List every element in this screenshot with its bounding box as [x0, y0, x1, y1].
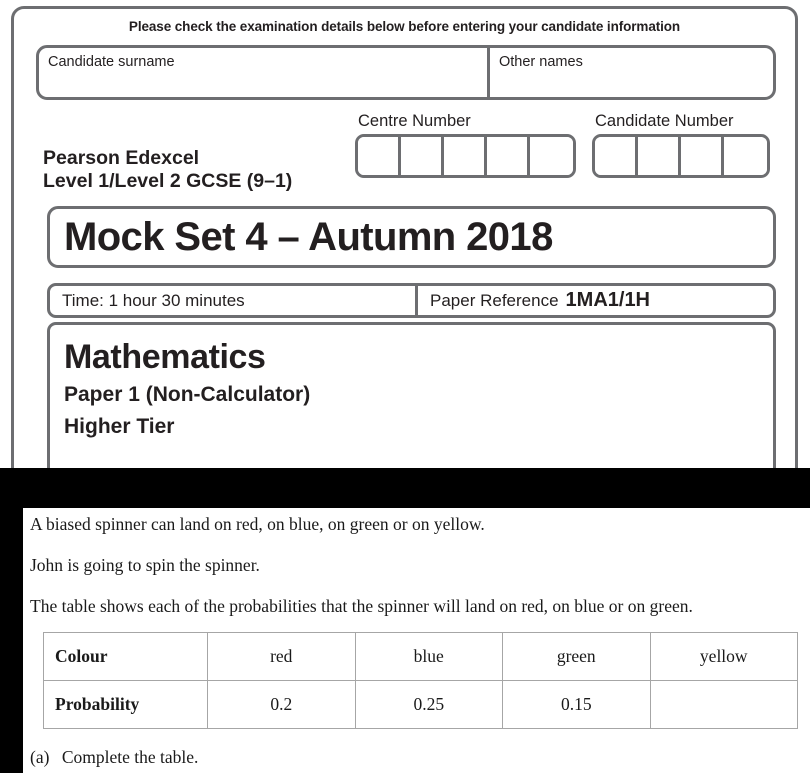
candidate-number-boxes [592, 134, 770, 178]
candidate-number-label: Candidate Number [595, 112, 734, 130]
qualification-level: Level 1/Level 2 GCSE (9–1) [43, 170, 293, 192]
time-and-reference-box [47, 283, 776, 318]
centre-number-label: Centre Number [358, 112, 471, 130]
question-stem-line-2: John is going to spin the spinner. [30, 555, 260, 575]
candidate-names-box [36, 45, 776, 100]
candidate-number-group [592, 112, 770, 178]
cell-probability-red[interactable]: 0.2 [208, 681, 356, 729]
series-title: Mock Set 4 – Autumn 2018 [64, 214, 553, 259]
cell-probability-yellow[interactable] [650, 681, 798, 729]
cell-colour-red: red [208, 633, 356, 681]
paper-descriptor: Paper 1 (Non-Calculator) [64, 383, 311, 407]
check-details-notice: Please check the examination details below before entering your candidate information [128, 19, 681, 34]
centre-number-group [355, 112, 576, 178]
subject-title: Mathematics [64, 338, 266, 376]
centre-number-digit[interactable] [487, 137, 530, 175]
question-part-a [30, 747, 198, 768]
centre-number-digit[interactable] [401, 137, 444, 175]
candidate-number-digit[interactable] [595, 137, 638, 175]
question-page [23, 508, 810, 773]
part-a-text: Complete the table. [61, 747, 199, 767]
awarding-body-block [43, 147, 292, 193]
cover-outer-border [11, 6, 798, 470]
awarding-body-name: Pearson Edexcel [43, 147, 200, 169]
table-row [44, 681, 798, 729]
paper-reference [418, 286, 773, 315]
paper-reference-label: Paper Reference [430, 290, 559, 310]
section-separator-band [0, 468, 810, 508]
cell-colour-green: green [503, 633, 651, 681]
centre-number-digit[interactable] [530, 137, 573, 175]
series-title-box [47, 206, 776, 268]
cell-colour-blue: blue [355, 633, 503, 681]
centre-number-digit[interactable] [358, 137, 401, 175]
probability-table [43, 632, 798, 729]
centre-number-digit[interactable] [444, 137, 487, 175]
left-margin-band [0, 468, 23, 773]
subject-panel [47, 322, 776, 470]
part-a-label: (a) [30, 747, 50, 767]
tier-descriptor: Higher Tier [64, 415, 175, 438]
paper-reference-code: 1MA1/1H [565, 289, 651, 311]
cell-probability-blue[interactable]: 0.25 [355, 681, 503, 729]
cell-probability-green[interactable]: 0.15 [503, 681, 651, 729]
row-header-probability: Probability [44, 681, 208, 729]
other-names-field[interactable]: Other names [499, 54, 583, 70]
candidate-surname-field[interactable]: Candidate surname [39, 48, 490, 97]
candidate-number-digit[interactable] [724, 137, 767, 175]
question-stem-line-3: The table shows each of the probabilities that the spinner will land on red, on blue or on green. [30, 596, 693, 616]
candidate-number-digit[interactable] [681, 137, 724, 175]
cell-colour-yellow: yellow [650, 633, 798, 681]
table-row [44, 633, 798, 681]
row-header-colour: Colour [44, 633, 208, 681]
question-stem-line-1: A biased spinner can land on red, on blue, on green or on yellow. [30, 514, 485, 534]
candidate-number-digit[interactable] [638, 137, 681, 175]
time-allowed: Time: 1 hour 30 minutes [50, 286, 418, 315]
centre-number-boxes [355, 134, 576, 178]
